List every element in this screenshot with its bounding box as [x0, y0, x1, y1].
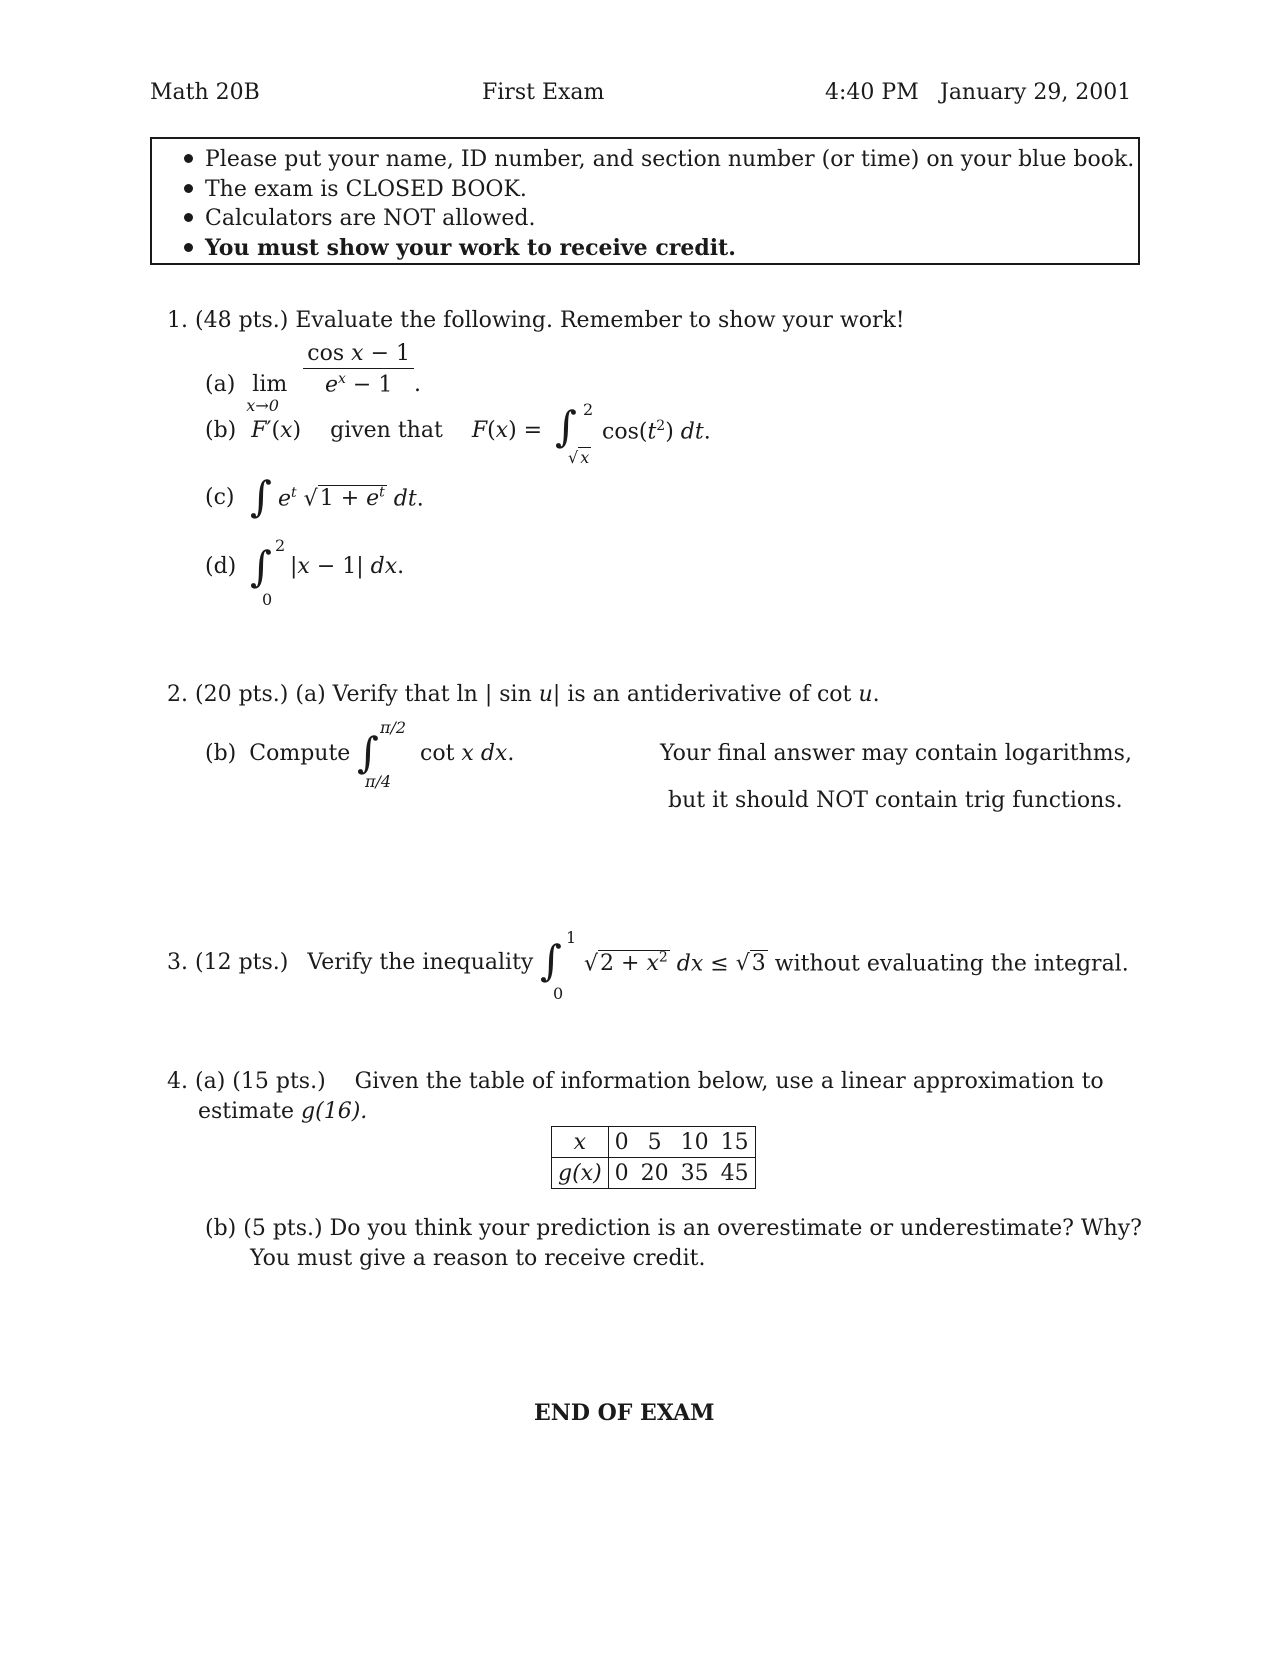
instruction-text: Calculators are NOT allowed. — [205, 206, 536, 231]
table-cell: 45 — [720, 1160, 749, 1186]
integral-sign: ∫ — [250, 542, 272, 591]
integrand: cot x dx. — [420, 741, 515, 766]
q2-header: 2. (20 pts.) (a) Verify that ln | sin u| is an antiderivative of cot u. — [167, 682, 880, 707]
instruction-item — [184, 206, 535, 231]
q3-header: 3. (12 pts.) Verify the inequality — [167, 950, 534, 975]
instruction-item — [184, 235, 736, 261]
table-header-cell: g(x) — [552, 1158, 609, 1189]
exam-date: January 29, 2001 — [940, 80, 1132, 105]
table-row — [552, 1158, 756, 1189]
integrand: |x − 1| dx. — [290, 554, 405, 579]
data-table — [551, 1126, 756, 1189]
table-cell: 0 — [608, 1127, 635, 1158]
q2-note-line-1: Your final answer may contain logarithms, — [660, 741, 1132, 766]
integral-lower-limit: 0 — [553, 984, 564, 1003]
table-cell: 5 — [635, 1127, 675, 1158]
integral-sign: ∫ — [555, 402, 577, 451]
inequality-expression: $√2 + x^2$ dx ≤ √3 without evaluating the integral. — [584, 950, 1129, 977]
q2b: (b) Compute — [205, 741, 351, 766]
integral-lower-limit: π/4 — [365, 772, 392, 791]
instructions-box — [150, 137, 1140, 265]
instruction-item — [184, 177, 527, 202]
integrand: $e^t$ $√1 + e^t$ dt. — [278, 485, 424, 512]
course-title: Math 20B — [150, 80, 260, 105]
q1-header: 1. (48 pts.) Evaluate the following. Remember to show your work! — [167, 308, 905, 333]
limit-operator: lim x→0 — [246, 372, 288, 416]
bullet-icon — [184, 213, 193, 222]
table-cell: 15 — [715, 1127, 756, 1158]
bullet-icon — [184, 154, 193, 163]
integral-sign: ∫ — [357, 728, 379, 777]
exam-time: 4:40 PM — [825, 80, 919, 105]
integral-upper-limit: 1 — [566, 928, 577, 947]
q4b-line-2: You must give a reason to receive credit. — [250, 1246, 706, 1271]
instruction-text: The exam is CLOSED BOOK. — [205, 177, 527, 202]
integral-lower-limit: √ x — [568, 448, 590, 467]
bullet-icon — [184, 184, 193, 193]
end-of-exam: END OF EXAM — [534, 1400, 715, 1426]
exam-title: First Exam — [482, 80, 605, 105]
q4a-line-2: estimate g(16). — [198, 1099, 368, 1124]
table-cell: 20 — [640, 1160, 669, 1186]
table-cell: 10 — [675, 1127, 715, 1158]
integral-upper-limit: π/2 — [380, 718, 407, 737]
table-header-cell: x — [552, 1127, 609, 1158]
integral-upper-limit: 2 — [275, 536, 286, 555]
integral-upper-limit: 2 — [583, 400, 594, 419]
instruction-text: Please put your name, ID number, and section number (or time) on your blue book. — [205, 147, 1135, 172]
table-row — [552, 1127, 756, 1158]
q1c: (c) — [205, 485, 235, 510]
integral-sign: ∫ — [250, 472, 272, 521]
integrand: $\cos(t^2)$ dt. — [602, 418, 711, 445]
limit-fraction: $\frac{\text{cos x − 1}}{e^x - 1}$ — [303, 341, 414, 397]
q4b-line-1: (b) (5 pts.) Do you think your prediction is an overestimate or underestimate? Why? — [205, 1216, 1142, 1241]
integral-sign: ∫ — [540, 936, 562, 985]
instruction-item — [184, 147, 1134, 172]
q1b: (b) F′(x) given that F(x) = — [205, 418, 543, 443]
table-cell: 35 — [680, 1160, 709, 1186]
q1d: (d) — [205, 554, 237, 579]
q2-note-line-2: but it should NOT contain trig functions. — [668, 788, 1123, 813]
integral-lower-limit: 0 — [262, 590, 273, 609]
instruction-text: You must show your work to receive credit. — [205, 235, 736, 261]
table-cell: 0 — [614, 1160, 629, 1186]
q1a: (a) lim x→0 $\frac{\text{cos x − 1}}{e^x - 1}$ . — [205, 341, 421, 416]
bullet-icon — [184, 243, 193, 252]
q4-header: 4. (a) (15 pts.) Given the table of information below, use a linear approximation to — [167, 1069, 1104, 1094]
